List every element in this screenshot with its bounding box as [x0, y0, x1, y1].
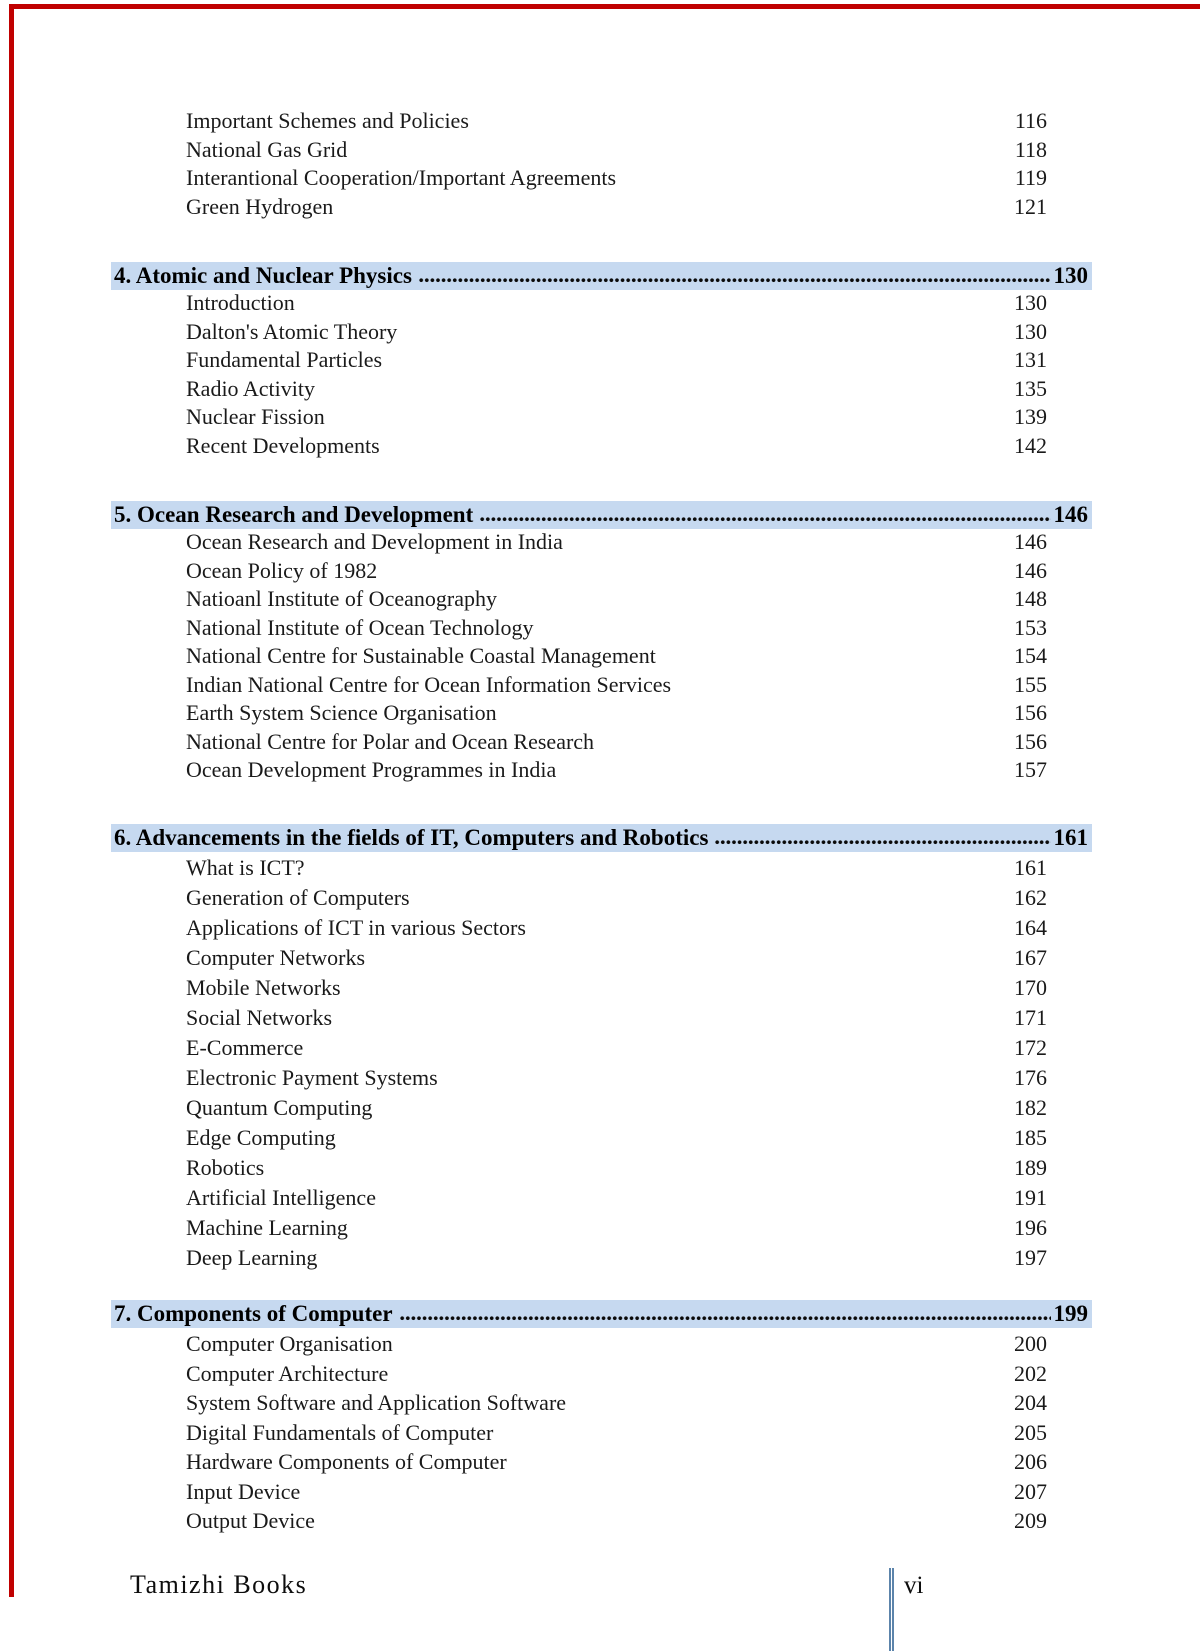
toc-entry-label: Ocean Research and Development in India	[186, 529, 563, 554]
toc-entry	[111, 1331, 1092, 1361]
toc-entry-label: Social Networks	[186, 1005, 333, 1030]
toc-subitem-group	[111, 855, 1092, 1275]
toc-entry-label: Machine Learning	[186, 1215, 348, 1240]
toc-section-heading-7	[111, 1300, 1092, 1328]
toc-entry	[111, 1035, 1092, 1065]
section-page: 146	[1053, 502, 1088, 527]
toc-entry-label: Electronic Payment Systems	[186, 1065, 438, 1090]
toc-entry-page: 135	[1014, 375, 1047, 401]
section-page: 199	[1053, 1301, 1088, 1326]
toc-entry-page: 172	[1014, 1035, 1047, 1060]
toc-entry-page: 154	[1014, 643, 1047, 668]
toc-entry-page: 155	[1014, 671, 1047, 697]
toc-entry-page: 202	[1014, 1360, 1047, 1386]
toc-entry-page: 176	[1014, 1065, 1047, 1090]
toc-entry-page: 131	[1014, 347, 1047, 372]
toc-entry	[111, 855, 1092, 885]
toc-entry-page: 139	[1014, 404, 1047, 429]
toc-entry-page: 153	[1014, 614, 1047, 640]
toc-entry-page: 185	[1014, 1125, 1047, 1150]
section-title: 5. Ocean Research and Development	[114, 502, 474, 527]
toc-entry-page: 171	[1014, 1005, 1047, 1030]
toc-entry	[111, 757, 1092, 786]
toc-entry-page: 146	[1014, 557, 1047, 583]
toc-entry	[111, 975, 1092, 1005]
toc-entry-label: Computer Organisation	[186, 1331, 393, 1356]
toc-subitem-group	[111, 1331, 1092, 1538]
toc-entry-page: 156	[1014, 728, 1047, 754]
toc-entry-label: Output Device	[186, 1508, 315, 1533]
toc-entry-page: 205	[1014, 1419, 1047, 1445]
toc-entry-label: E-Commerce	[186, 1035, 304, 1060]
toc-entry-label: Green Hydrogen	[186, 193, 334, 219]
toc-entry-label: System Software and Application Software	[186, 1390, 567, 1415]
toc-entry-page: 146	[1014, 529, 1047, 554]
toc-entry	[111, 137, 1092, 166]
toc-entry-label: National Centre for Polar and Ocean Research	[186, 728, 595, 754]
toc-entry-page: 200	[1014, 1331, 1047, 1356]
toc-entry-page: 191	[1014, 1185, 1047, 1210]
toc-entry-label: Dalton's Atomic Theory	[186, 318, 398, 344]
toc-entry-label: Computer Architecture	[186, 1360, 389, 1386]
section-title: 6. Advancements in the fields of IT, Computers and Robotics	[114, 825, 709, 850]
toc-entry	[111, 404, 1092, 433]
toc-entry-page: 118	[1014, 136, 1047, 162]
toc-entry-page: 130	[1014, 318, 1047, 344]
toc-subitem-group	[111, 529, 1092, 786]
toc-entry-page: 162	[1014, 885, 1047, 910]
toc-entry-label: Input Device	[186, 1478, 301, 1504]
section-title: 4. Atomic and Nuclear Physics	[114, 263, 412, 288]
toc-entry-page: 167	[1014, 945, 1047, 970]
toc-entry-label: Deep Learning	[186, 1245, 318, 1270]
toc-entry	[111, 1390, 1092, 1420]
toc-entry-label: Radio Activity	[186, 375, 315, 401]
section-page: 161	[1053, 825, 1088, 850]
page-edge-left-rule	[9, 4, 14, 1597]
toc-entry	[111, 586, 1092, 615]
footer-publisher: Tamizhi Books	[130, 1570, 308, 1599]
toc-entry	[111, 1185, 1092, 1215]
toc-entry	[111, 108, 1092, 137]
toc-entry	[111, 1215, 1092, 1245]
toc-entry-page: 189	[1014, 1155, 1047, 1180]
toc-entry-page: 196	[1014, 1215, 1047, 1240]
toc-section-heading-6	[111, 824, 1092, 852]
toc-entry-label: Earth System Science Organisation	[186, 700, 497, 725]
toc-subitem-group	[111, 290, 1092, 461]
toc-entry	[111, 1361, 1092, 1391]
toc-entry	[111, 729, 1092, 758]
section-title: 7. Components of Computer	[114, 1301, 393, 1326]
toc-entry-label: Indian National Centre for Ocean Information Services	[186, 671, 672, 697]
toc-entry	[111, 615, 1092, 644]
toc-entry-page: 130	[1014, 290, 1047, 315]
toc-entry	[111, 376, 1092, 405]
toc-entry	[111, 1420, 1092, 1450]
toc-entry	[111, 915, 1092, 945]
toc-entry	[111, 1508, 1092, 1538]
toc-entry-page: 170	[1014, 975, 1047, 1000]
toc-entry	[111, 643, 1092, 672]
toc-entry-label: Digital Fundamentals of Computer	[186, 1419, 494, 1445]
toc-entry	[111, 700, 1092, 729]
toc-entry-label: Quantum Computing	[186, 1095, 373, 1120]
toc-entry	[111, 1125, 1092, 1155]
toc-entry	[111, 1155, 1092, 1185]
toc-entry	[111, 347, 1092, 376]
toc-section-heading-4	[111, 262, 1092, 290]
page-edge-top-rule	[9, 4, 1200, 9]
toc-entry	[111, 1449, 1092, 1479]
toc-entry-page: 207	[1014, 1478, 1047, 1504]
toc-entry-label: Applications of ICT in various Sectors	[186, 915, 526, 940]
dot-leader	[419, 278, 1051, 284]
toc-entry	[111, 558, 1092, 587]
toc-entry	[111, 1479, 1092, 1509]
footer-double-rule	[889, 1568, 894, 1651]
toc-entry-label: Ocean Policy of 1982	[186, 557, 378, 583]
toc-entry	[111, 1065, 1092, 1095]
toc-entry-page: 116	[1014, 108, 1047, 133]
toc-entry-page: 148	[1014, 586, 1047, 611]
toc-entry-label: National Gas Grid	[186, 136, 348, 162]
toc-entry-label: Fundamental Particles	[186, 347, 383, 372]
toc-entry-label: National Institute of Ocean Technology	[186, 614, 534, 640]
toc-entry	[111, 1005, 1092, 1035]
toc-entry-label: Nuclear Fission	[186, 404, 325, 429]
toc-entry-label: Ocean Development Programmes in India	[186, 757, 557, 782]
toc-entry-label: Introduction	[186, 290, 295, 315]
toc-entry	[111, 290, 1092, 319]
toc-entry-label: National Centre for Sustainable Coastal Management	[186, 643, 656, 668]
toc-entry	[111, 1095, 1092, 1125]
toc-entry-label: Natioanl Institute of Oceanography	[186, 586, 497, 611]
toc-entry-page: 204	[1014, 1390, 1047, 1415]
toc-entry-page: 161	[1014, 855, 1047, 880]
toc-entry	[111, 433, 1092, 462]
toc-entry-label: Important Schemes and Policies	[186, 108, 469, 133]
dot-leader	[400, 1316, 1051, 1322]
toc-entry-page: 119	[1014, 165, 1047, 190]
toc-entry-label: Robotics	[186, 1155, 265, 1180]
dot-leader	[480, 517, 1050, 523]
toc-entry-page: 197	[1014, 1245, 1047, 1270]
toc-entry-label: Recent Developments	[186, 432, 380, 458]
toc-entry-label: Interantional Cooperation/Important Agreements	[186, 165, 617, 190]
toc-entry-page: 121	[1014, 193, 1047, 219]
toc-entry-page: 182	[1014, 1095, 1047, 1120]
toc-subitem-group	[111, 108, 1092, 222]
footer-folio: vi	[904, 1572, 924, 1599]
toc-section-heading-5	[111, 501, 1092, 529]
toc-entry-label: Mobile Networks	[186, 975, 341, 1000]
toc-entry	[111, 319, 1092, 348]
toc-entry	[111, 194, 1092, 223]
toc-entry	[111, 529, 1092, 558]
toc-entry-label: Computer Networks	[186, 945, 366, 970]
toc-entry-label: Artificial Intelligence	[186, 1185, 376, 1210]
toc-entry	[111, 672, 1092, 701]
toc-entry	[111, 945, 1092, 975]
toc-entry	[111, 1245, 1092, 1275]
toc-entry-page: 156	[1014, 700, 1047, 725]
toc-entry-label: Hardware Components of Computer	[186, 1449, 507, 1474]
dot-leader	[715, 840, 1050, 846]
toc-entry-page: 157	[1014, 757, 1047, 782]
section-page: 130	[1053, 263, 1088, 288]
toc-entry-page: 142	[1014, 432, 1047, 458]
toc-entry-page: 164	[1014, 915, 1047, 940]
toc-entry-label: Generation of Computers	[186, 885, 410, 910]
toc-entry-page: 206	[1014, 1449, 1047, 1474]
toc-entry-label: What is ICT?	[186, 855, 305, 880]
toc-entry	[111, 165, 1092, 194]
toc-entry-label: Edge Computing	[186, 1125, 336, 1150]
toc-entry-page: 209	[1014, 1508, 1047, 1533]
toc-entry	[111, 885, 1092, 915]
